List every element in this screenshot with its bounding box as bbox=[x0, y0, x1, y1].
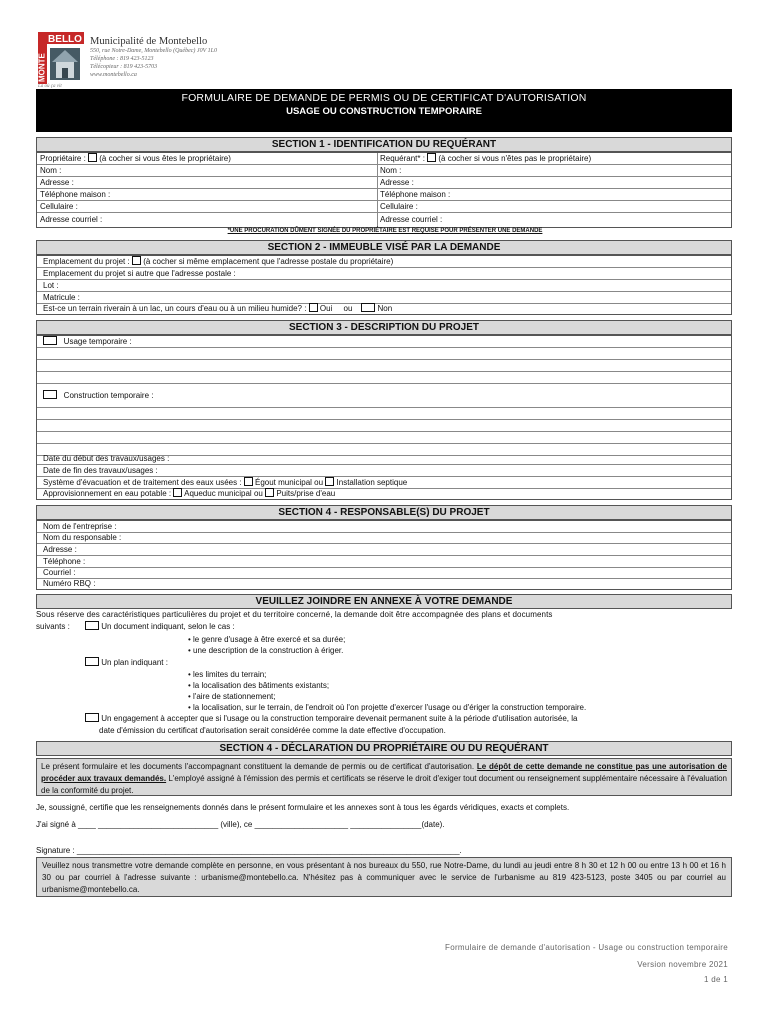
section4-heading: SECTION 4 - RESPONSABLE(S) DU PROJET bbox=[36, 505, 732, 520]
applicant-email-field[interactable]: Adresse courriel : bbox=[380, 215, 443, 224]
form-title: FORMULAIRE DE DEMANDE DE PERMIS OU DE CERTIFICAT D'AUTORISATION bbox=[181, 92, 587, 104]
footer-page-number: 1 de 1 bbox=[703, 975, 728, 984]
riverain-no-label: Non bbox=[377, 304, 393, 313]
location-label: Emplacement du projet : bbox=[43, 257, 130, 266]
other-address-field[interactable]: Emplacement du projet si autre que l'adresse postale : bbox=[37, 268, 731, 280]
doc1-bullet: • le genre d'usage à être exercé et sa durée; bbox=[188, 635, 346, 644]
owner-checkbox[interactable] bbox=[88, 153, 97, 162]
usage-temp-label: Usage temporaire : bbox=[63, 337, 132, 346]
doc1-checkbox[interactable] bbox=[85, 621, 99, 630]
owner-home-phone-field[interactable]: Téléphone maison : Téléphone maison : bbox=[37, 189, 731, 201]
applicant-address-field[interactable]: Adresse : bbox=[380, 178, 414, 187]
construction-temp-label: Construction temporaire : bbox=[63, 391, 154, 400]
doc2-bullet: • la localisation des bâtiments existants; bbox=[188, 681, 330, 690]
doc2-checkbox[interactable] bbox=[85, 657, 99, 666]
water-well-checkbox[interactable] bbox=[265, 488, 274, 497]
water-aqueduct-checkbox[interactable] bbox=[173, 488, 182, 497]
riverain-yes-label: Oui bbox=[319, 304, 333, 313]
section2-box bbox=[36, 255, 732, 315]
doc2-bullet: • l'aire de stationnement; bbox=[188, 692, 276, 701]
sewage-municipal-label: Égout municipal ou bbox=[255, 478, 324, 487]
logo-caption: Là où ça vit bbox=[38, 84, 62, 89]
sewage-septic-label: Installation septique bbox=[336, 478, 408, 487]
usage-desc-line[interactable] bbox=[37, 360, 731, 372]
responsible-name-field[interactable]: Nom du responsable : bbox=[37, 532, 731, 544]
section1-box bbox=[36, 152, 732, 228]
applicant-label: Requérant* : bbox=[380, 154, 425, 163]
riverain-yes-checkbox[interactable] bbox=[309, 303, 318, 312]
doc3-cont: date d'émission du certificat d'autorisation serait considérée comme la date effective d'occupation. bbox=[99, 726, 446, 735]
responsible-address-field[interactable]: Adresse : bbox=[37, 544, 731, 556]
sewage-label: Système d'évacuation et de traitement des eaux usées : bbox=[43, 478, 242, 487]
section3-heading: SECTION 3 - DESCRIPTION DU PROJET bbox=[36, 320, 732, 335]
start-date-field[interactable]: Date du début des travaux/usages : bbox=[37, 453, 731, 465]
lot-field[interactable]: Lot : bbox=[37, 280, 731, 292]
sewage-septic-checkbox[interactable] bbox=[325, 477, 334, 486]
water-label: Approvisionnement en eau potable : bbox=[43, 489, 172, 498]
usage-desc-line[interactable] bbox=[37, 348, 731, 360]
responsible-email-field[interactable]: Courriel : bbox=[37, 567, 731, 579]
construction-desc-line[interactable] bbox=[37, 408, 731, 420]
company-name-field[interactable]: Nom de l'entreprise : bbox=[37, 521, 731, 533]
section1-heading: SECTION 1 - IDENTIFICATION DU REQUÉRANT bbox=[36, 137, 732, 152]
municipality-fax: Télécopieur : 819 423-5703 bbox=[90, 64, 158, 70]
svg-text:MONTE: MONTE bbox=[38, 53, 47, 82]
applicant-name-field[interactable]: Nom : bbox=[380, 166, 402, 175]
owner-address-field[interactable]: Adresse : Adresse : bbox=[37, 177, 731, 189]
annex-heading: VEUILLEZ JOINDRE EN ANNEXE À VOTRE DEMANDE bbox=[36, 594, 732, 609]
municipality-logo bbox=[38, 32, 84, 84]
construction-desc-line[interactable] bbox=[37, 420, 731, 432]
owner-label: Propriétaire : bbox=[40, 154, 86, 163]
section4-box bbox=[36, 520, 732, 590]
riverain-no-checkbox[interactable] bbox=[361, 303, 375, 312]
svg-text:BELLO: BELLO bbox=[48, 34, 82, 45]
form-subtitle: USAGE OU CONSTRUCTION TEMPORAIRE bbox=[286, 106, 482, 117]
declaration-paragraph: Le présent formulaire et les documents l'accompagnant constituent la demande de permis ou de certificat d'autorisation. Le dépôt de cette demande ne constitue pas une autorisation de procéder aux travaux demandés. L'employé assigné à l'émission des permis et certificats se réserve le droit d'exiger tout document ou renseignement supplémentaire nécessaire à l'évaluation de la conformité du projet. bbox=[36, 758, 732, 796]
footer-version: Version novembre 2021 bbox=[637, 960, 728, 969]
water-or: ou bbox=[253, 489, 263, 498]
municipality-address: 550, rue Notre-Dame, Montebello (Québec) J0V 1L0 bbox=[90, 48, 217, 54]
declaration-heading: SECTION 4 - DÉCLARATION DU PROPRIÉTAIRE OU DU REQUÉRANT bbox=[36, 741, 732, 756]
owner-name-field[interactable]: Nom : Nom : bbox=[37, 165, 731, 177]
riverain-question: Est-ce un terrain riverain à un lac, un cours d'eau ou à un milieu humide? : bbox=[43, 304, 307, 313]
annex-intro: Sous réserve des caractéristiques particulières du projet et du territoire concerné, la demande doit être accompagnée des plans et documents bbox=[36, 610, 553, 619]
sewage-municipal-checkbox[interactable] bbox=[244, 477, 253, 486]
water-aqueduct-label: Aqueduc municipal bbox=[184, 489, 252, 498]
location-note: (à cocher si même emplacement que l'adresse postale du propriétaire) bbox=[143, 257, 394, 266]
annex-intro-cont: suivants : bbox=[36, 622, 70, 631]
signature-field[interactable]: Signature : ______________________________________________________________________________________. bbox=[36, 846, 462, 855]
section3-box bbox=[36, 335, 732, 500]
owner-note: (à cocher si vous êtes le propriétaire) bbox=[99, 154, 231, 163]
same-location-checkbox[interactable] bbox=[132, 256, 141, 265]
submission-instructions: Veuillez nous transmettre votre demande complète en personne, en vous présentant à nos bureaux du 550, rue Notre-Dame, du lundi au jeudi entre 8 h 30 et 12 h 00 ou entre 13 h 00 et 16 h 30 ou par courriel à l'adresse suivante : urbanisme@montebello.ca. N'hésitez pas à communiquer avec le service de l'urbanisme au 819 423-5123, poste 3405 ou par courriel au urbanisme@montebello.ca. bbox=[36, 857, 732, 897]
usage-temp-checkbox[interactable] bbox=[43, 336, 57, 345]
construction-temp-checkbox[interactable] bbox=[43, 390, 57, 399]
doc2-bullet: • la localisation, sur le terrain, de l'endroit où l'on projette d'exercer l'usage ou d'ériger la construction temporaire. bbox=[188, 703, 587, 712]
water-well-label: Puits/prise d'eau bbox=[276, 489, 336, 498]
doc3-checkbox[interactable] bbox=[85, 713, 99, 722]
owner-cell-field[interactable]: Cellulaire : Cellulaire : bbox=[37, 201, 731, 213]
signed-at-field[interactable]: J'ai signé à ____ ___________________________ (ville), ce _____________________ ________________(date). bbox=[36, 820, 445, 829]
municipality-name: Municipalité de Montebello bbox=[90, 36, 208, 47]
declaration-warning: Le dépôt de cette demande ne constitue pas une autorisation de procéder aux travaux demandés. bbox=[41, 762, 727, 783]
section2-heading: SECTION 2 - IMMEUBLE VISÉ PAR LA DEMANDE bbox=[36, 240, 732, 255]
doc1-label: Un document indiquant, selon le cas : bbox=[101, 622, 235, 631]
doc2-label: Un plan indiquant : bbox=[101, 658, 168, 667]
matricule-field[interactable]: Matricule : bbox=[37, 292, 731, 304]
applicant-note: (à cocher si vous n'êtes pas le propriétaire) bbox=[438, 154, 592, 163]
owner-email-field[interactable]: Adresse courriel : Adresse courriel : bbox=[40, 215, 443, 224]
proxy-notice: *UNE PROCURATION DÛMENT SIGNÉE DU PROPRIÉTAIRE EST REQUISE POUR PRÉSENTER UNE DEMANDE bbox=[227, 228, 543, 234]
applicant-checkbox[interactable] bbox=[427, 153, 436, 162]
municipality-info bbox=[90, 36, 217, 79]
doc2-bullet: • les limites du terrain; bbox=[188, 670, 267, 679]
certify-statement: Je, soussigné, certifie que les renseignements donnés dans le présent formulaire et les annexes sont à tous les égards véridiques, exacts et complets. bbox=[36, 803, 570, 812]
applicant-cell-field[interactable]: Cellulaire : bbox=[380, 202, 418, 211]
responsible-phone-field[interactable]: Téléphone : bbox=[37, 556, 731, 568]
form-title-banner bbox=[36, 89, 732, 132]
municipality-website: www.montebello.ca bbox=[90, 72, 137, 78]
doc3-label: Un engagement à accepter que si l'usage ou la construction temporaire devenait permanent suite à la période d'utilisation autorisée, la bbox=[101, 714, 578, 723]
end-date-field[interactable]: Date de fin des travaux/usages : bbox=[37, 465, 731, 477]
usage-desc-line[interactable] bbox=[37, 372, 731, 384]
applicant-home-phone-field[interactable]: Téléphone maison : bbox=[380, 190, 451, 199]
construction-desc-line[interactable] bbox=[37, 432, 731, 444]
doc1-bullet: • une description de la construction à ériger. bbox=[188, 646, 344, 655]
rbq-number-field[interactable]: Numéro RBQ : bbox=[43, 579, 96, 588]
footer-form-name: Formulaire de demande d'autorisation - Usage ou construction temporaire bbox=[445, 943, 728, 952]
municipality-phone: Téléphone : 819 423-5123 bbox=[90, 56, 154, 62]
riverain-or: ou bbox=[343, 304, 353, 313]
